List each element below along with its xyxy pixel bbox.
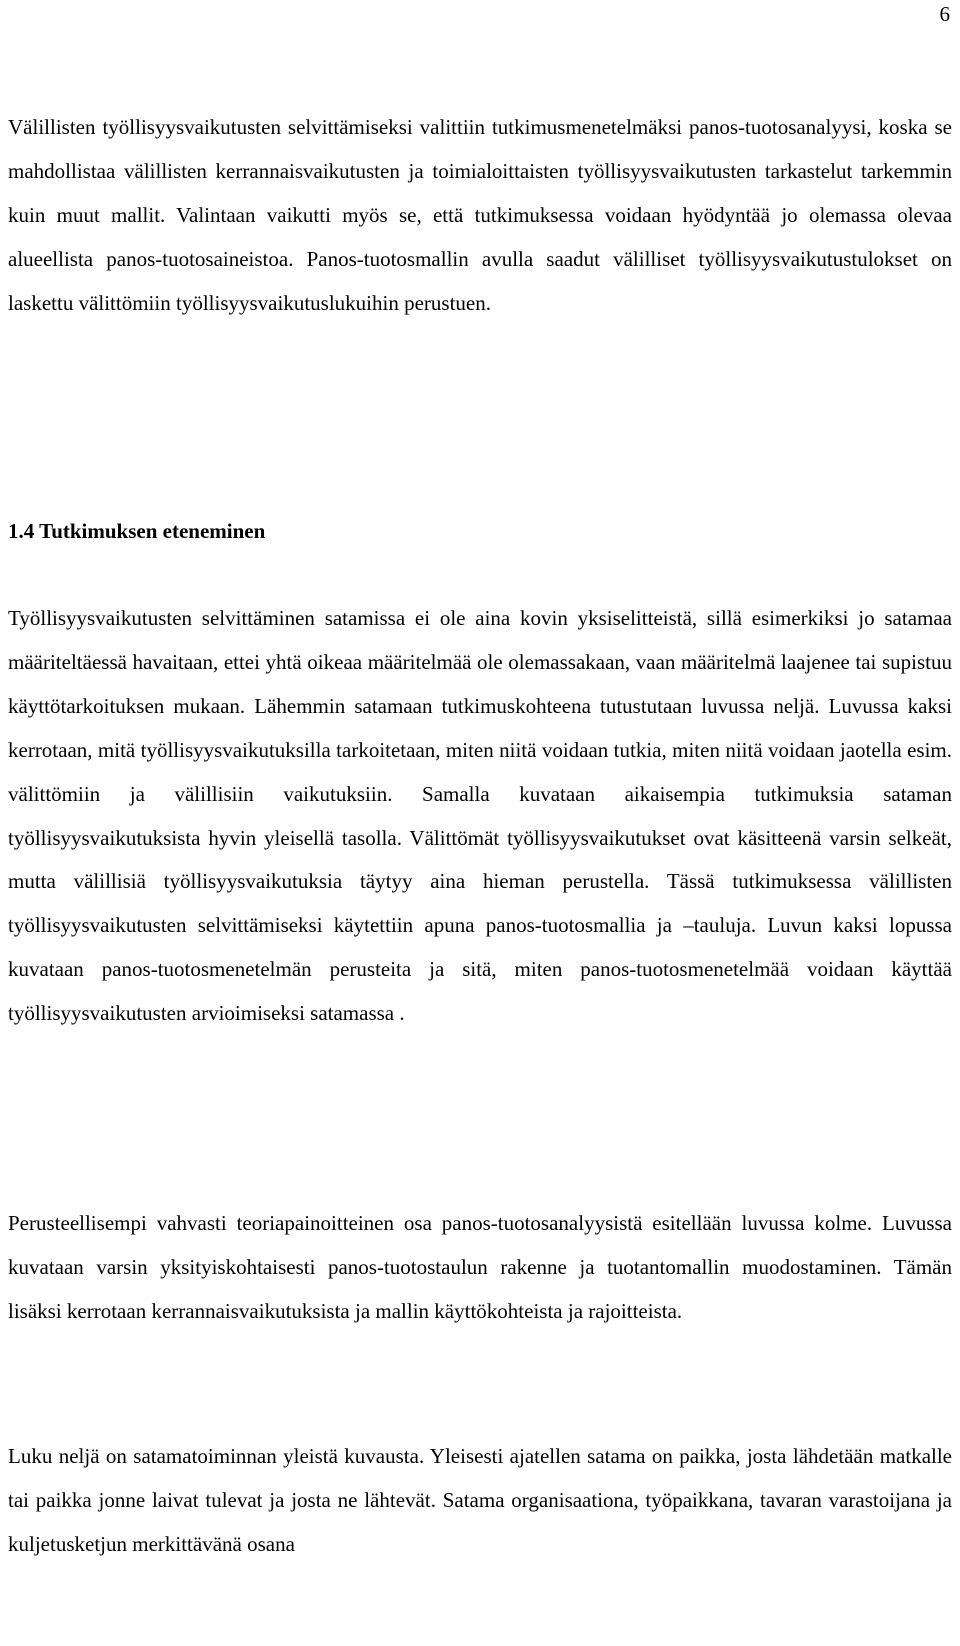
page-number: 6 [939, 2, 950, 26]
section-heading: 1.4 Tutkimuksen eteneminen [8, 519, 266, 543]
paragraph-chapter-three: Perusteellisempi vahvasti teoriapainoitteinen osa panos-tuotosanalyysistä esitellään luvussa kolme. Luvussa kuvataan varsin yksityiskohtaisesti panos-tuotostaulun rakenne ja tuotantomallin muodostaminen. Tämän lisäksi kerrotaan kerrannaisvaikutuksista ja mallin käyttökohteista ja rajoitteista. [8, 1211, 952, 1323]
paragraph-method: Välillisten työllisyysvaikutusten selvittämiseksi valittiin tutkimusmenetelmäksi panos-tuotosanalyysi, koska se mahdollistaa välillisten kerrannaisvaikutusten ja toimialoittaisten työllisyysvaikutusten tarkastelut tarkemmin kuin muut mallit. Valintaan vaikutti myös se, että tutkimuksessa voidaan hyödyntää jo olemassa olevaa alueellista panos-tuotosaineistoa. Panos-tuotosmallin avulla saadut välilliset työllisyysvaikutustulokset on laskettu välittömiin työllisyysvaikutuslukuihin perustuen. [8, 115, 952, 315]
paragraph-progress: Työllisyysvaikutusten selvittäminen satamissa ei ole aina kovin yksiselitteistä, sillä esimerkiksi jo satamaa määriteltäessä havaitaan, ettei yhtä oikeaa määritelmää ole olemassakaan, vaan määritelmä laajenee tai supistuu käyttötarkoituksen mukaan. Lähemmin satamaan tutkimuskohteena tutustutaan luvussa neljä. Luvussa kaksi kerrotaan, mitä työllisyysvaikutuksilla tarkoitetaan, miten niitä voidaan tutkia, miten niitä voidaan jaotella esim. välittömiin ja välillisiin vaikutuksiin. Samalla kuvataan aikaisempia tutkimuksia sataman työllisyysvaikutuksista hyvin yleisellä tasolla. Välittömät työllisyysvaikutukset ovat käsitteenä varsin selkeät, mutta välillisiä työllisyysvaikutuksia täytyy aina hieman perustella. Tässä tutkimuksessa välillisten työllisyysvaikutusten selvittämiseksi käytettiin apuna panos-tuotosmallia ja –tauluja. Luvun kaksi lopussa kuvataan panos-tuotosmenetelmän perusteita ja sitä, miten panos-tuotosmenetelmää voidaan käyttää työllisyysvaikutusten arvioimiseksi satamassa . [8, 606, 952, 1026]
paragraph-chapter-four: Luku neljä on satamatoiminnan yleistä kuvausta. Yleisesti ajatellen satama on paikka, josta lähdetään matkalle tai paikka jonne laivat tulevat ja josta ne lähtevät. Satama organisaationa, työpaikkana, tavaran varastoijana ja kuljetusketjun merkittävänä osana [8, 1444, 952, 1556]
